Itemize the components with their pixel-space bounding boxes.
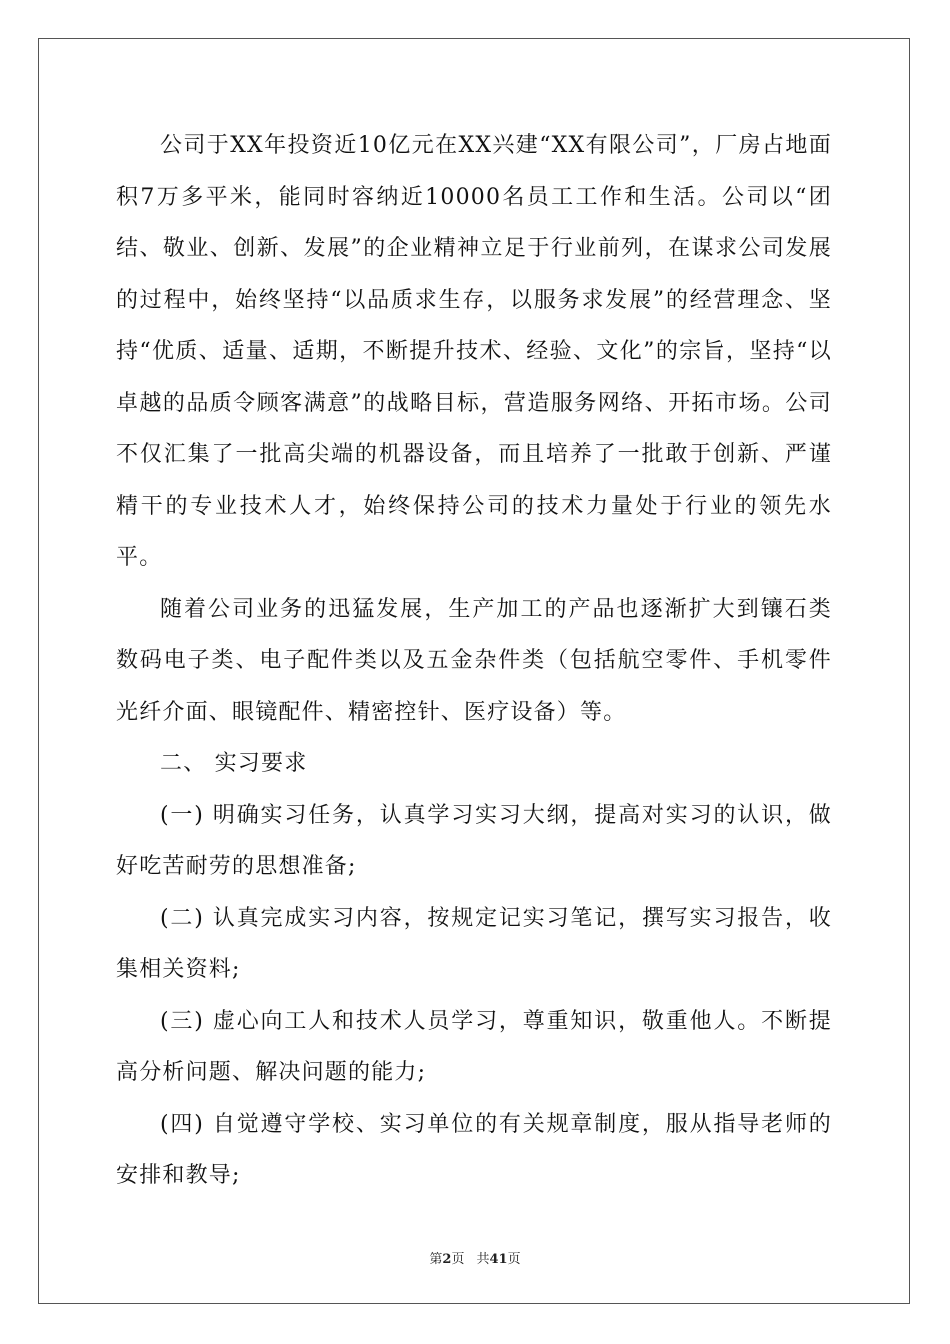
total-suffix: 页 [507, 1252, 521, 1267]
total-pages: 41 [489, 1252, 508, 1267]
page-suffix: 页 [451, 1252, 465, 1267]
paragraph-company-intro: 公司于XX年投资近10亿元在XX兴建“XX有限公司”，厂房占地面积7万多平米，能同时容纳近10000名员工工作和生活。公司以“团结、敬业、创新、发展”的企业精神立足于行业前列，在谋求公司发展的过程中，始终坚持“以品质求生存，以服务求发展”的经营理念、坚持“优质、适量、适期，不断提升技术、经验、文化”的宗旨，坚持“以卓越的品质令顾客满意”的战略目标，营造服务网络、开拓市场。公司不仅汇集了一批高尖端的机器设备，而且培养了一批敢于创新、严谨精干的专业技术人才，始终保持公司的技术力量处于行业的领先水平。 [116, 133, 832, 570]
requirement-item: (二) 认真完成实习内容，按规定记实习笔记，撰写实习报告，收集相关资料; [116, 905, 832, 982]
section-heading: 二、 实习要求 [160, 751, 308, 776]
document-body [116, 120, 832, 1202]
requirement-item: (四) 自觉遵守学校、实习单位的有关规章制度，服从指导老师的安排和教导; [116, 1111, 832, 1188]
page-footer [0, 1248, 950, 1267]
page-number: 2 [442, 1252, 452, 1267]
page-prefix: 第 [429, 1252, 443, 1267]
paragraph-products: 随着公司业务的迅猛发展，生产加工的产品也逐渐扩大到镶石类数码电子类、电子配件类以及五金杂件类（包括航空零件、手机零件光纤介面、眼镜配件、精密控针、医疗设备）等。 [116, 596, 832, 725]
total-prefix: 共 [476, 1252, 490, 1267]
requirement-item: (一) 明确实习任务，认真学习实习大纲，提高对实习的认识，做好吃苦耐劳的思想准备; [116, 802, 832, 879]
requirement-item: (三) 虚心向工人和技术人员学习，尊重知识，敬重他人。不断提高分析问题、解决问题的能力; [116, 1008, 832, 1085]
